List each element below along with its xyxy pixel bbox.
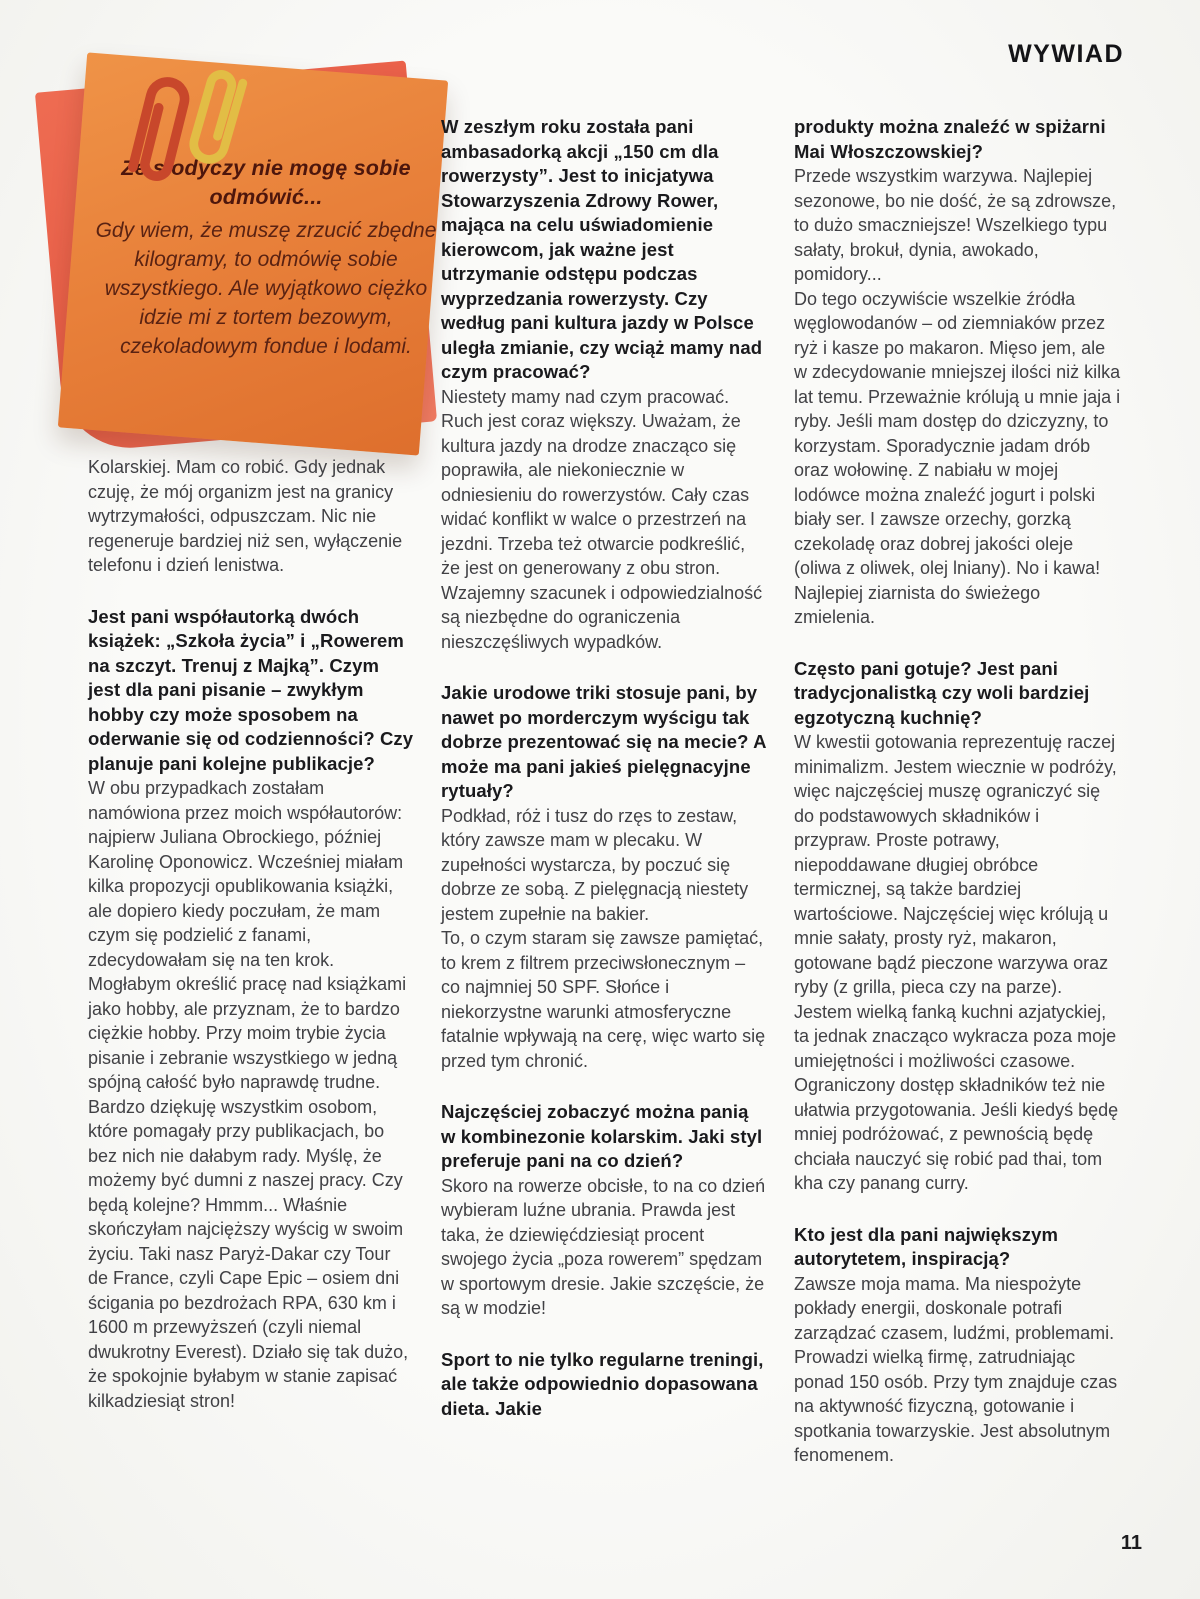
middle-column-question: Najczęściej zobaczyć można panią w kombinezonie kolarskim. Jaki styl preferuje pani na co dzień? — [441, 1101, 763, 1171]
article-column-right — [794, 115, 1121, 1468]
right-column-answer: Przede wszystkim warzywa. Najlepiej sezonowe, bo nie dość, że są zdrowsze, to dużo smaczniejsze! Wszelkiego typu sałaty, brokuł, dynia, awokado, pomidory... — [794, 166, 1117, 284]
section-header: WYWIAD — [1008, 40, 1124, 68]
right-column-answer: Do tego oczywiście wszelkie źródła węglowodanów – od ziemniaków przez ryż i kasze po makaron. Mięso jem, ale w zdecydowanie mniejszej ilości niż kilka lat temu. Przeważnie królują u mnie jaja i ryby. Jeśli mam dostęp do dziczyzny, to korzystam. Sporadycznie jadam drób oraz wołowinę. Z nabiału w mojej lodówce można znaleźć jogurt i polski biały ser. I zawsze orzechy, gorzką czekoladę oraz dobrej jakości oleje (oliwa z oliwek, olej lniany). No i kawa! Najlepiej ziarnista do świeżego zmielenia. — [794, 288, 1121, 627]
middle-column-question: Sport to nie tylko regularne treningi, ale także odpowiednio dopasowana dieta. Jakie — [441, 1348, 764, 1419]
article-body — [88, 115, 1122, 1468]
left-column-question: Jest pani współautorką dwóch książek: „Szkoła życia” i „Rowerem na szczyt. Trenuj z Majką”. Czym jest dla pani pisanie – zwykłym hobby czy może sposobem na oderwanie się od codzienności? Czy planuje pani kolejne publikacje? — [88, 605, 414, 774]
middle-column-question: Jakie urodowe triki stosuje pani, by nawet po morderczym wyścigu tak dobrze prezentować się na mecie? A może ma pani jakieś pielęgnacyjne rytuały? — [441, 682, 766, 801]
middle-column-answer: Niestety mamy nad czym pracować. Ruch jest coraz większy. Uważam, że kultura jazdy na drodze znacząco się poprawiła, ale niekoniecznie w odniesieniu do rowerzystów. Cały czas widać konflikt w walce o przestrzeń na jezdni. Trzeba też otwarcie podkreślić, że jest on generowany z obu stron. Wzajemny szacunek i odpowiedzialność są niezbędne do ograniczenia nieszczęśliwych wypadków. — [441, 386, 763, 652]
left-column-answer: W obu przypadkach zostałam namówiona przez moich współautorów: najpierw Juliana Obrockiego, później Karolinę Oponowicz. Wcześniej miałam kilka propozycji opublikowania książki, ale dopiero kiedy poczułam, że mam czym się podzielić z fanami, zdecydowałam się na ten krok. Mogłabym określić pracę nad książkami jako hobby, ale przyznam, że to bardzo ciężkie hobby. Przy moim trybie życia pisanie i zebranie wszystkiego w jedną spójną całość było naprawdę trudne. Bardzo dziękuję wszystkim osobom, które pomagały przy publikacjach, bo bez nich nie dałabym rady. Myślę, że możemy być dumni z naszej pracy. Czy będą kolejne? Hmmm... Właśnie skończyłam najcięższy wyścig w swoim życiu. Taki nasz Paryż-Dakar czy Tour de France, czyli Cape Epic – osiem dni ścigania po bezdrożach RPA, 630 km i 1600 m przewyższeń (czyli niemal dwukrotny Everest). Działo się tak dużo, że spokojnie byłabym w stanie zapisać kilkadziesiąt stron! — [88, 778, 409, 1411]
right-column-question: Często pani gotuje? Jest pani tradycjonalistką czy woli bardziej egzotyczną kuchnię? — [794, 657, 1090, 728]
middle-column-question: W zeszłym roku została pani ambasadorką akcji „150 cm dla rowerzysty”. Jest to inicjatywa Stowarzyszenia Zdrowy Rower, mająca na celu uświadomienie kierowcom, jak ważne jest utrzymanie odstępu podczas wyprzedzania rowerzysty. Czy według pani kultura jazdy w Polsce uległa zmianie, czy wciąż mamy nad czym pracować? — [441, 116, 763, 382]
middle-column-answer: Podkład, róż i tusz do rzęs to zestaw, który zawsze mam w plecaku. W zupełności wystarcza, by poczuć się dobrze ze sobą. Z pielęgnacją niestety jestem zupełnie na bakier. — [441, 805, 749, 924]
middle-column-answer: To, o czym staram się zawsze pamiętać, to krem z filtrem przeciwsłonecznym – co najmniej 50 SPF. Słońce i niekorzystne warunki atmosferyczne fatalnie wpływają na cerę, więc warto się przed tym chronić. — [441, 928, 766, 1071]
page-number: 11 — [1120, 1532, 1142, 1554]
right-column-answer: W kwestii gotowania reprezentuję raczej minimalizm. Jestem wiecznie w podróży, więc najczęściej muszę ograniczyć się do podstawowych składników i przypraw. Proste potrawy, niepoddawane długiej obróbce termicznej, są także bardziej wartościowe. Najczęściej więc królują u mnie sałaty, prosty ryż, makaron, gotowane bądź pieczone warzywa oraz ryby (z grilla, pieca czy na parze). Jestem wielką fanką kuchni azjatyckiej, ta jednak znacząco wykracza poza moje umiejętności i możliwości czasowe. Ograniczony dostęp składników też nie ułatwia przygotowania. Jeśli kiedyś będę mniej podróżować, z pewnością będę chciała nauczyć się robić pad thai, tom kha czy panang curry. — [794, 732, 1119, 1193]
article-column-left — [88, 115, 415, 1413]
right-column-question: Kto jest dla pani największym autorytetem, inspiracją? — [794, 1223, 1059, 1269]
sticky-note-body: Gdy wiem, że muszę zrzucić zbędne kilogramy, to odmówię sobie wszystkiego. Ale wyjątkowo ciężko idzie mi z tortem bezowym, czekoladowym fondue i lodami. — [95, 219, 437, 358]
right-column-answer: Zawsze moja mama. Ma niespożyte pokłady energii, doskonale potrafi zarządzać czasem, ludźmi, problemami. Prowadzi wielką firmę, zatrudniając ponad 150 osób. Przy tym znajduje czas na aktywność fizyczną, gotowanie i spotkania towarzyskie. Jest absolutnym fenomenem. — [794, 1273, 1118, 1465]
middle-column-answer: Skoro na rowerze obcisłe, to na co dzień wybieram luźne ubrania. Prawda jest taka, że dziewięćdziesiąt procent swojego życia „poza rowerem” spędzam w sportowym dresie. Jakie szczęście, że są w modzie! — [441, 1175, 766, 1318]
sticky-note-title: Ze słodyczy nie mogę sobie odmówić... — [121, 156, 411, 209]
article-column-middle — [441, 115, 768, 1421]
left-column-answer: Kolarskiej. Mam co robić. Gdy jednak czuję, że mój organizm jest na granicy wytrzymałości, odpuszczam. Nic nie regeneruje bardziej niż sen, wyłączenie telefonu i dzień lenistwa. — [88, 457, 403, 575]
right-column-question: produkty można znaleźć w spiżarni Mai Włoszczowskiej? — [794, 116, 1106, 162]
